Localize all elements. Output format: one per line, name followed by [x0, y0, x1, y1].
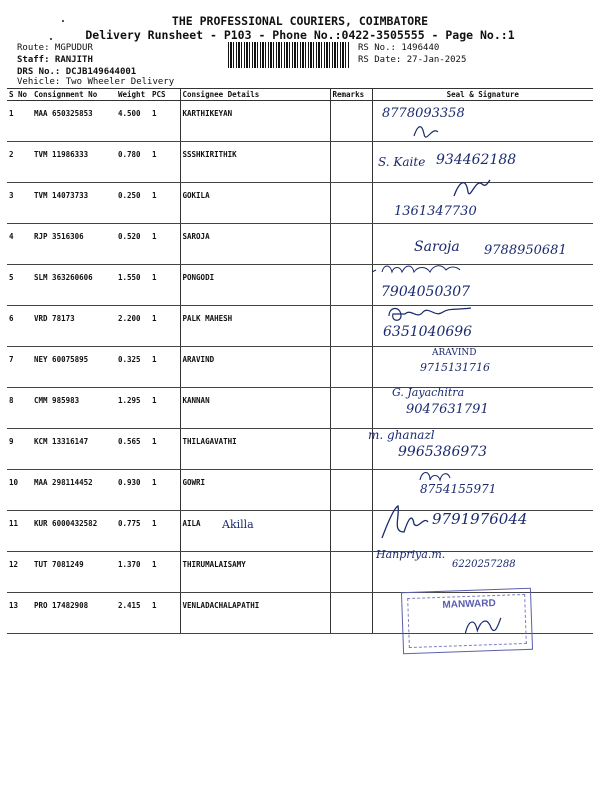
signature-scribble [412, 122, 442, 140]
cell-weight: 0.780 [116, 142, 150, 183]
cell-weight: 0.325 [116, 347, 150, 388]
cell-sno: 11 [7, 511, 32, 552]
cell-remarks [330, 101, 372, 142]
handwritten-phone: 6351040696 [383, 324, 473, 340]
handwritten-phone: 7904050307 [381, 284, 471, 300]
cell-consignee: GOWRI [180, 470, 330, 511]
handwritten-phone: 9047631791 [406, 402, 489, 417]
cell-weight: 0.520 [116, 224, 150, 265]
cell-consignment: VRD 78173 [32, 306, 116, 347]
staff-label: Staff: RANJITH [17, 55, 93, 65]
cell-remarks [330, 511, 372, 552]
header-pcs: PCS [150, 89, 180, 101]
cell-consignment: NEY 60075895 [32, 347, 116, 388]
cell-consignee: PONGODI [180, 265, 330, 306]
cell-consignment: TVM 11986333 [32, 142, 116, 183]
cell-sno: 7 [7, 347, 32, 388]
table-row [7, 183, 593, 224]
cell-sno: 1 [7, 101, 32, 142]
cell-sno: 8 [7, 388, 32, 429]
table-row [7, 388, 593, 429]
cell-sno: 5 [7, 265, 32, 306]
cell-remarks [330, 470, 372, 511]
cell-remarks [330, 593, 372, 634]
cell-remarks [330, 429, 372, 470]
stamp-signature-scribble [463, 612, 504, 639]
cell-pcs: 1 [150, 347, 180, 388]
cell-pcs: 1 [150, 511, 180, 552]
runsheet-subtitle: Delivery Runsheet - P103 - Phone No.:0422-3505555 - Page No.:1 [85, 28, 515, 42]
cell-consignee: SAROJA [180, 224, 330, 265]
cell-remarks [330, 347, 372, 388]
cell-sno: 9 [7, 429, 32, 470]
cell-consignment: MAA 298114452 [32, 470, 116, 511]
handwritten-note: Akilla [222, 518, 254, 531]
runsheet-table [7, 88, 593, 634]
rs-date-label: RS Date: 27-Jan-2025 [358, 55, 467, 65]
header-sno: S No [7, 89, 32, 101]
cell-pcs: 1 [150, 552, 180, 593]
header-weight: Weight [116, 89, 150, 101]
cell-remarks [330, 224, 372, 265]
handwritten-signature: G. Jayachitra [392, 386, 465, 399]
cell-consignee: GOKILA [180, 183, 330, 224]
cell-pcs: 1 [150, 470, 180, 511]
cell-weight: 1.295 [116, 388, 150, 429]
cell-consignment: KCM 13316147 [32, 429, 116, 470]
table-row [7, 101, 593, 142]
drs-label: DRS No.: DCJB149644001 [17, 67, 137, 77]
tamil-signature-scribble [370, 262, 464, 276]
table-row [7, 470, 593, 511]
cell-remarks [330, 306, 372, 347]
table-row [7, 552, 593, 593]
cell-sno: 2 [7, 142, 32, 183]
handwritten-phone: 9791976044 [432, 510, 528, 528]
handwritten-phone: 8778093358 [382, 106, 465, 121]
speck [50, 38, 52, 40]
cell-weight: 4.500 [116, 101, 150, 142]
cell-sno: 10 [7, 470, 32, 511]
cell-remarks [330, 265, 372, 306]
cell-pcs: 1 [150, 101, 180, 142]
header-seal-signature: Seal & Signature [372, 89, 593, 101]
cell-remarks [330, 388, 372, 429]
cell-consignee: SSSHKIRITHIK [180, 142, 330, 183]
cell-pcs: 1 [150, 306, 180, 347]
cell-consignment: TVM 14073733 [32, 183, 116, 224]
cell-weight: 2.200 [116, 306, 150, 347]
cell-consignee: THILAGAVATHI [180, 429, 330, 470]
table-row [7, 429, 593, 470]
cell-weight: 1.370 [116, 552, 150, 593]
cell-consignee: KANNAN [180, 388, 330, 429]
handwritten-phone: 1361347730 [394, 204, 477, 219]
cell-consignee: VENLADACHALAPATHI [180, 593, 330, 634]
handwritten-phone: 9715131716 [420, 361, 490, 374]
cell-weight: 0.565 [116, 429, 150, 470]
barcode-image [228, 42, 350, 68]
signature-scribble [452, 176, 492, 202]
cell-sno: 6 [7, 306, 32, 347]
cell-pcs: 1 [150, 593, 180, 634]
cell-sno: 3 [7, 183, 32, 224]
table-row [7, 265, 593, 306]
header-remarks: Remarks [330, 89, 372, 101]
route-label: Route: MGPUDUR [17, 43, 93, 53]
cell-remarks [330, 183, 372, 224]
handwritten-signature: S. Kaite [378, 155, 426, 169]
handwritten-phone: 8754155971 [420, 482, 497, 496]
cell-consignee: ARAVIND [180, 347, 330, 388]
cell-consignment: MAA 650325853 [32, 101, 116, 142]
cell-sno: 12 [7, 552, 32, 593]
cell-weight: 1.550 [116, 265, 150, 306]
table-row [7, 306, 593, 347]
handwritten-phone: 9965386973 [398, 444, 488, 460]
office-stamp [401, 588, 533, 654]
handwritten-name: ARAVIND [432, 348, 477, 358]
cell-consignment: TUT 7081249 [32, 552, 116, 593]
cell-consignment: PRO 17482908 [32, 593, 116, 634]
cell-remarks [330, 142, 372, 183]
cell-sno: 13 [7, 593, 32, 634]
cell-pcs: 1 [150, 265, 180, 306]
cell-pcs: 1 [150, 224, 180, 265]
handwritten-signature: Saroja [414, 239, 460, 255]
cell-consignee: KARTHIKEYAN [180, 101, 330, 142]
cell-consignee: PALK MAHESH [180, 306, 330, 347]
handwritten-phone: 9788950681 [484, 243, 567, 258]
cell-consignment: SLM 363260606 [32, 265, 116, 306]
signature-scribble [378, 502, 430, 544]
table-row [7, 347, 593, 388]
header-consignment: Consignment No [32, 89, 116, 101]
cell-remarks [330, 552, 372, 593]
cell-weight: 0.250 [116, 183, 150, 224]
handwritten-phone: 6220257288 [452, 559, 516, 570]
cell-pcs: 1 [150, 429, 180, 470]
cell-weight: 2.415 [116, 593, 150, 634]
header-consignee: Consignee Details [180, 89, 330, 101]
signature-scribble [385, 302, 475, 324]
cell-weight: 0.930 [116, 470, 150, 511]
cell-consignment: RJP 3516306 [32, 224, 116, 265]
vehicle-label: Vehicle: Two Wheeler Delivery [17, 77, 175, 87]
cell-weight: 0.775 [116, 511, 150, 552]
speck [62, 20, 64, 22]
cell-consignment: CMM 985983 [32, 388, 116, 429]
cell-pcs: 1 [150, 142, 180, 183]
cell-pcs: 1 [150, 388, 180, 429]
cell-pcs: 1 [150, 183, 180, 224]
table-header-row [7, 89, 593, 101]
handwritten-signature: m. ghanazl [368, 428, 435, 442]
cell-consignee: AILA [180, 511, 330, 552]
company-title: THE PROFESSIONAL COURIERS, COIMBATORE [171, 14, 429, 28]
rs-no-label: RS No.: 1496440 [358, 43, 440, 53]
stamp-text: MANWARD [442, 597, 496, 611]
cell-sno: 4 [7, 224, 32, 265]
handwritten-signature: Hanpriya.m. [376, 548, 446, 561]
handwritten-phone: 934462188 [436, 152, 517, 168]
cell-consignee: THIRUMALAISAMY [180, 552, 330, 593]
cell-consignment: KUR 6000432582 [32, 511, 116, 552]
